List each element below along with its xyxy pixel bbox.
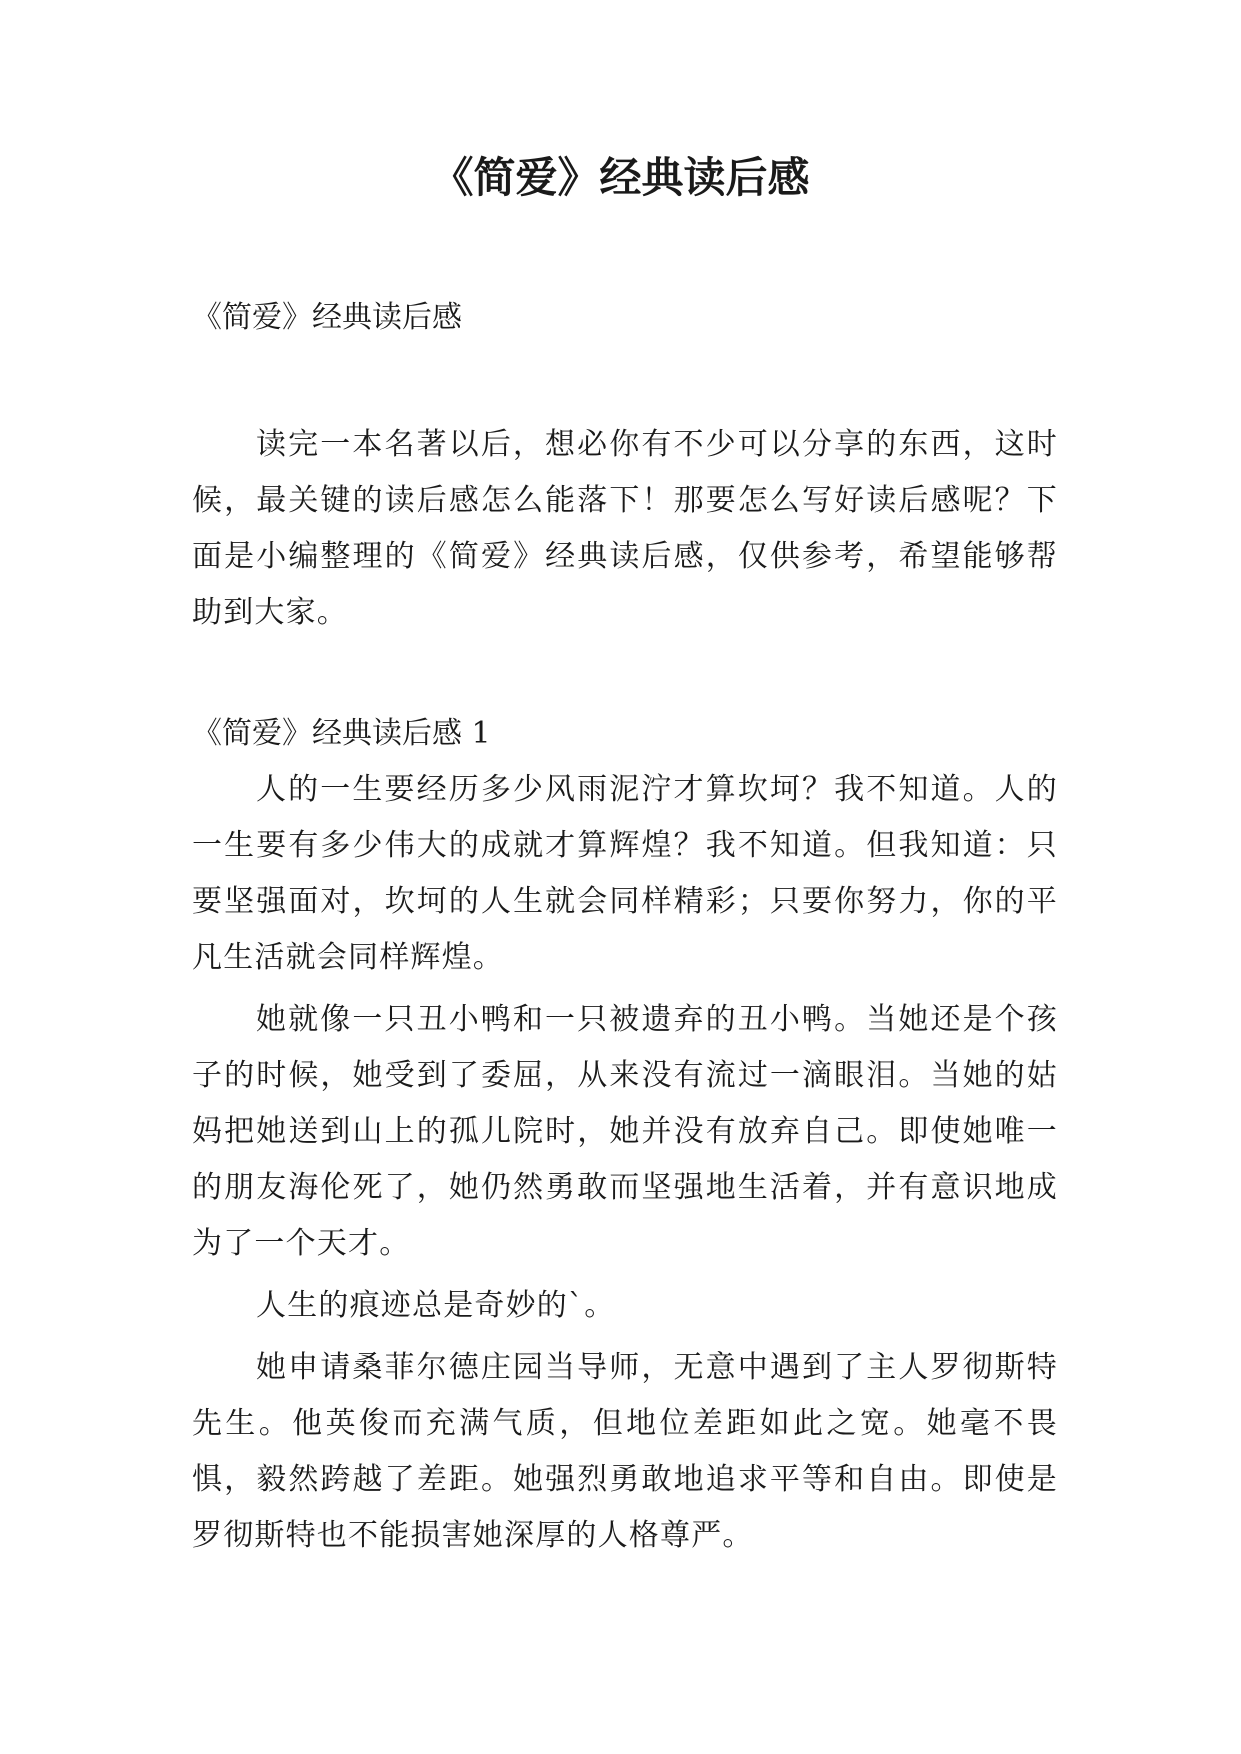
body-paragraph: 她就像一只丑小鸭和一只被遗弃的丑小鸭。当她还是个孩子的时候，她受到了委屈，从来没有流过一滴眼泪。当她的姑妈把她送到山上的孤儿院时，她并没有放弃自己。即使她唯一的朋友海伦死了，她仍然勇敢而坚强地生活着，并有意识地成为了一个天才。 [192,1002,1058,1261]
document-body [192,290,1058,1564]
spacer [192,641,1058,706]
body-paragraph: 人生的痕迹总是奇妙的`。 [256,1288,616,1323]
intro-paragraph: 读完一本名著以后，想必你有不少可以分享的东西，这时候，最关键的读后感怎么能落下！那要怎么写好读后感呢？下面是小编整理的《简爱》经典读后感，仅供参考，希望能够帮助到大家。 [192,427,1058,630]
document-subtitle: 《简爱》经典读后感 [192,300,462,335]
section-heading: 《简爱》经典读后感 1 [192,716,491,751]
spacer [192,346,1058,417]
body-paragraph: 人的一生要经历多少风雨泥泞才算坎坷？我不知道。人的一生要有多少伟大的成就才算辉煌？我不知道。但我知道：只要坚强面对，坎坷的人生就会同样精彩；只要你努力，你的平凡生活就会同样辉煌。 [192,772,1058,975]
document-title: 《简爱》经典读后感 [431,153,810,202]
body-paragraph: 她申请桑菲尔德庄园当导师，无意中遇到了主人罗彻斯特先生。他英俊而充满气质，但地位差距如此之宽。她毫不畏惧，毅然跨越了差距。她强烈勇敢地追求平等和自由。即使是罗彻斯特也不能损害她深厚的人格尊严。 [192,1350,1058,1553]
